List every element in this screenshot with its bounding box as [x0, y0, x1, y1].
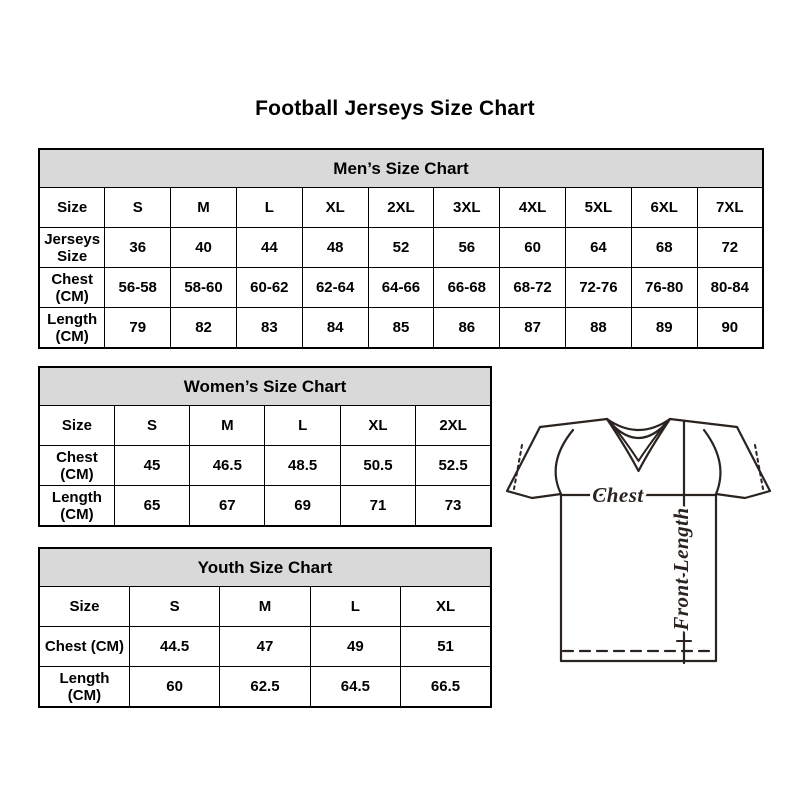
table-cell: S	[129, 587, 219, 627]
table-cell: 60-62	[236, 268, 302, 308]
table-row	[39, 268, 763, 308]
table-cell: 48	[302, 228, 368, 268]
table-cell: 73	[416, 486, 491, 527]
table-cell: 76-80	[631, 268, 697, 308]
row-label: Length (CM)	[39, 308, 105, 349]
table-cell: 90	[697, 308, 763, 349]
youth-table-title: Youth Size Chart	[39, 548, 491, 587]
collar-vneck-outer	[607, 419, 670, 471]
youth-size-table	[38, 547, 492, 708]
table-row	[39, 406, 491, 446]
table-cell: 80-84	[697, 268, 763, 308]
table-cell: 64	[566, 228, 632, 268]
mens-table-title: Men’s Size Chart	[39, 149, 763, 188]
table-cell: 88	[566, 308, 632, 349]
table-cell: 2XL	[416, 406, 491, 446]
table-cell: 36	[105, 228, 171, 268]
table-cell: 6XL	[631, 188, 697, 228]
table-cell: 51	[401, 627, 491, 667]
table-cell: 40	[171, 228, 237, 268]
mens-size-table	[38, 148, 764, 349]
row-label: Jerseys Size	[39, 228, 105, 268]
table-cell: 69	[265, 486, 340, 527]
table-cell: 60	[129, 667, 219, 708]
table-row	[39, 627, 491, 667]
row-label: Length (CM)	[39, 486, 114, 527]
table-cell: 56	[434, 228, 500, 268]
table-cell: 45	[114, 446, 189, 486]
table-header-row	[39, 149, 763, 188]
table-cell: 2XL	[368, 188, 434, 228]
right-armhole-seam	[704, 430, 720, 494]
table-cell: 82	[171, 308, 237, 349]
table-cell: 64.5	[310, 667, 400, 708]
table-cell: M	[171, 188, 237, 228]
table-cell: 86	[434, 308, 500, 349]
left-cuff-dashed-seam	[514, 445, 522, 489]
table-cell: 47	[220, 627, 310, 667]
table-row	[39, 587, 491, 627]
table-cell: L	[310, 587, 400, 627]
table-cell: 7XL	[697, 188, 763, 228]
table-cell: 3XL	[434, 188, 500, 228]
table-cell: S	[114, 406, 189, 446]
row-label: Length (CM)	[39, 667, 129, 708]
table-cell: 85	[368, 308, 434, 349]
table-cell: 71	[340, 486, 415, 527]
table-cell: 46.5	[190, 446, 265, 486]
left-armhole-seam	[556, 430, 573, 494]
table-row	[39, 446, 491, 486]
page-title: Football Jerseys Size Chart	[255, 97, 535, 120]
table-row	[39, 486, 491, 527]
table-cell: 67	[190, 486, 265, 527]
table-cell: 65	[114, 486, 189, 527]
right-cuff-dashed-seam	[755, 445, 763, 489]
table-cell: 79	[105, 308, 171, 349]
jersey-body-outline	[507, 419, 770, 661]
table-cell: 48.5	[265, 446, 340, 486]
row-label: Size	[39, 587, 129, 627]
table-cell: 62-64	[302, 268, 368, 308]
table-cell: 50.5	[340, 446, 415, 486]
row-label: Chest (CM)	[39, 627, 129, 667]
table-cell: L	[265, 406, 340, 446]
table-cell: 4XL	[500, 188, 566, 228]
womens-table-title: Women’s Size Chart	[39, 367, 491, 406]
table-cell: 60	[500, 228, 566, 268]
row-label: Size	[39, 188, 105, 228]
table-cell: 58-60	[171, 268, 237, 308]
table-cell: 49	[310, 627, 400, 667]
row-label: Chest (CM)	[39, 446, 114, 486]
table-cell: 52.5	[416, 446, 491, 486]
table-cell: 66.5	[401, 667, 491, 708]
table-cell: L	[236, 188, 302, 228]
table-cell: 72	[697, 228, 763, 268]
table-row	[39, 188, 763, 228]
jersey-diagram	[505, 403, 777, 675]
table-cell: 84	[302, 308, 368, 349]
table-cell: S	[105, 188, 171, 228]
table-cell: XL	[340, 406, 415, 446]
front-length-label: Front Length	[669, 507, 693, 631]
table-cell: XL	[302, 188, 368, 228]
table-cell: 72-76	[566, 268, 632, 308]
table-cell: 44.5	[129, 627, 219, 667]
table-header-row	[39, 367, 491, 406]
table-cell: 5XL	[566, 188, 632, 228]
table-row	[39, 228, 763, 268]
table-row	[39, 667, 491, 708]
row-label: Chest (CM)	[39, 268, 105, 308]
table-cell: 62.5	[220, 667, 310, 708]
table-cell: 68	[631, 228, 697, 268]
table-cell: 66-68	[434, 268, 500, 308]
table-cell: 68-72	[500, 268, 566, 308]
table-cell: 83	[236, 308, 302, 349]
table-cell: 89	[631, 308, 697, 349]
table-cell: 52	[368, 228, 434, 268]
table-cell: 44	[236, 228, 302, 268]
table-cell: M	[220, 587, 310, 627]
table-cell: 56-58	[105, 268, 171, 308]
womens-size-table	[38, 366, 492, 527]
chest-label: Chest	[592, 483, 644, 507]
table-cell: XL	[401, 587, 491, 627]
table-cell: 64-66	[368, 268, 434, 308]
row-label: Size	[39, 406, 114, 446]
table-cell: M	[190, 406, 265, 446]
table-row	[39, 308, 763, 349]
table-cell: 87	[500, 308, 566, 349]
table-header-row	[39, 548, 491, 587]
